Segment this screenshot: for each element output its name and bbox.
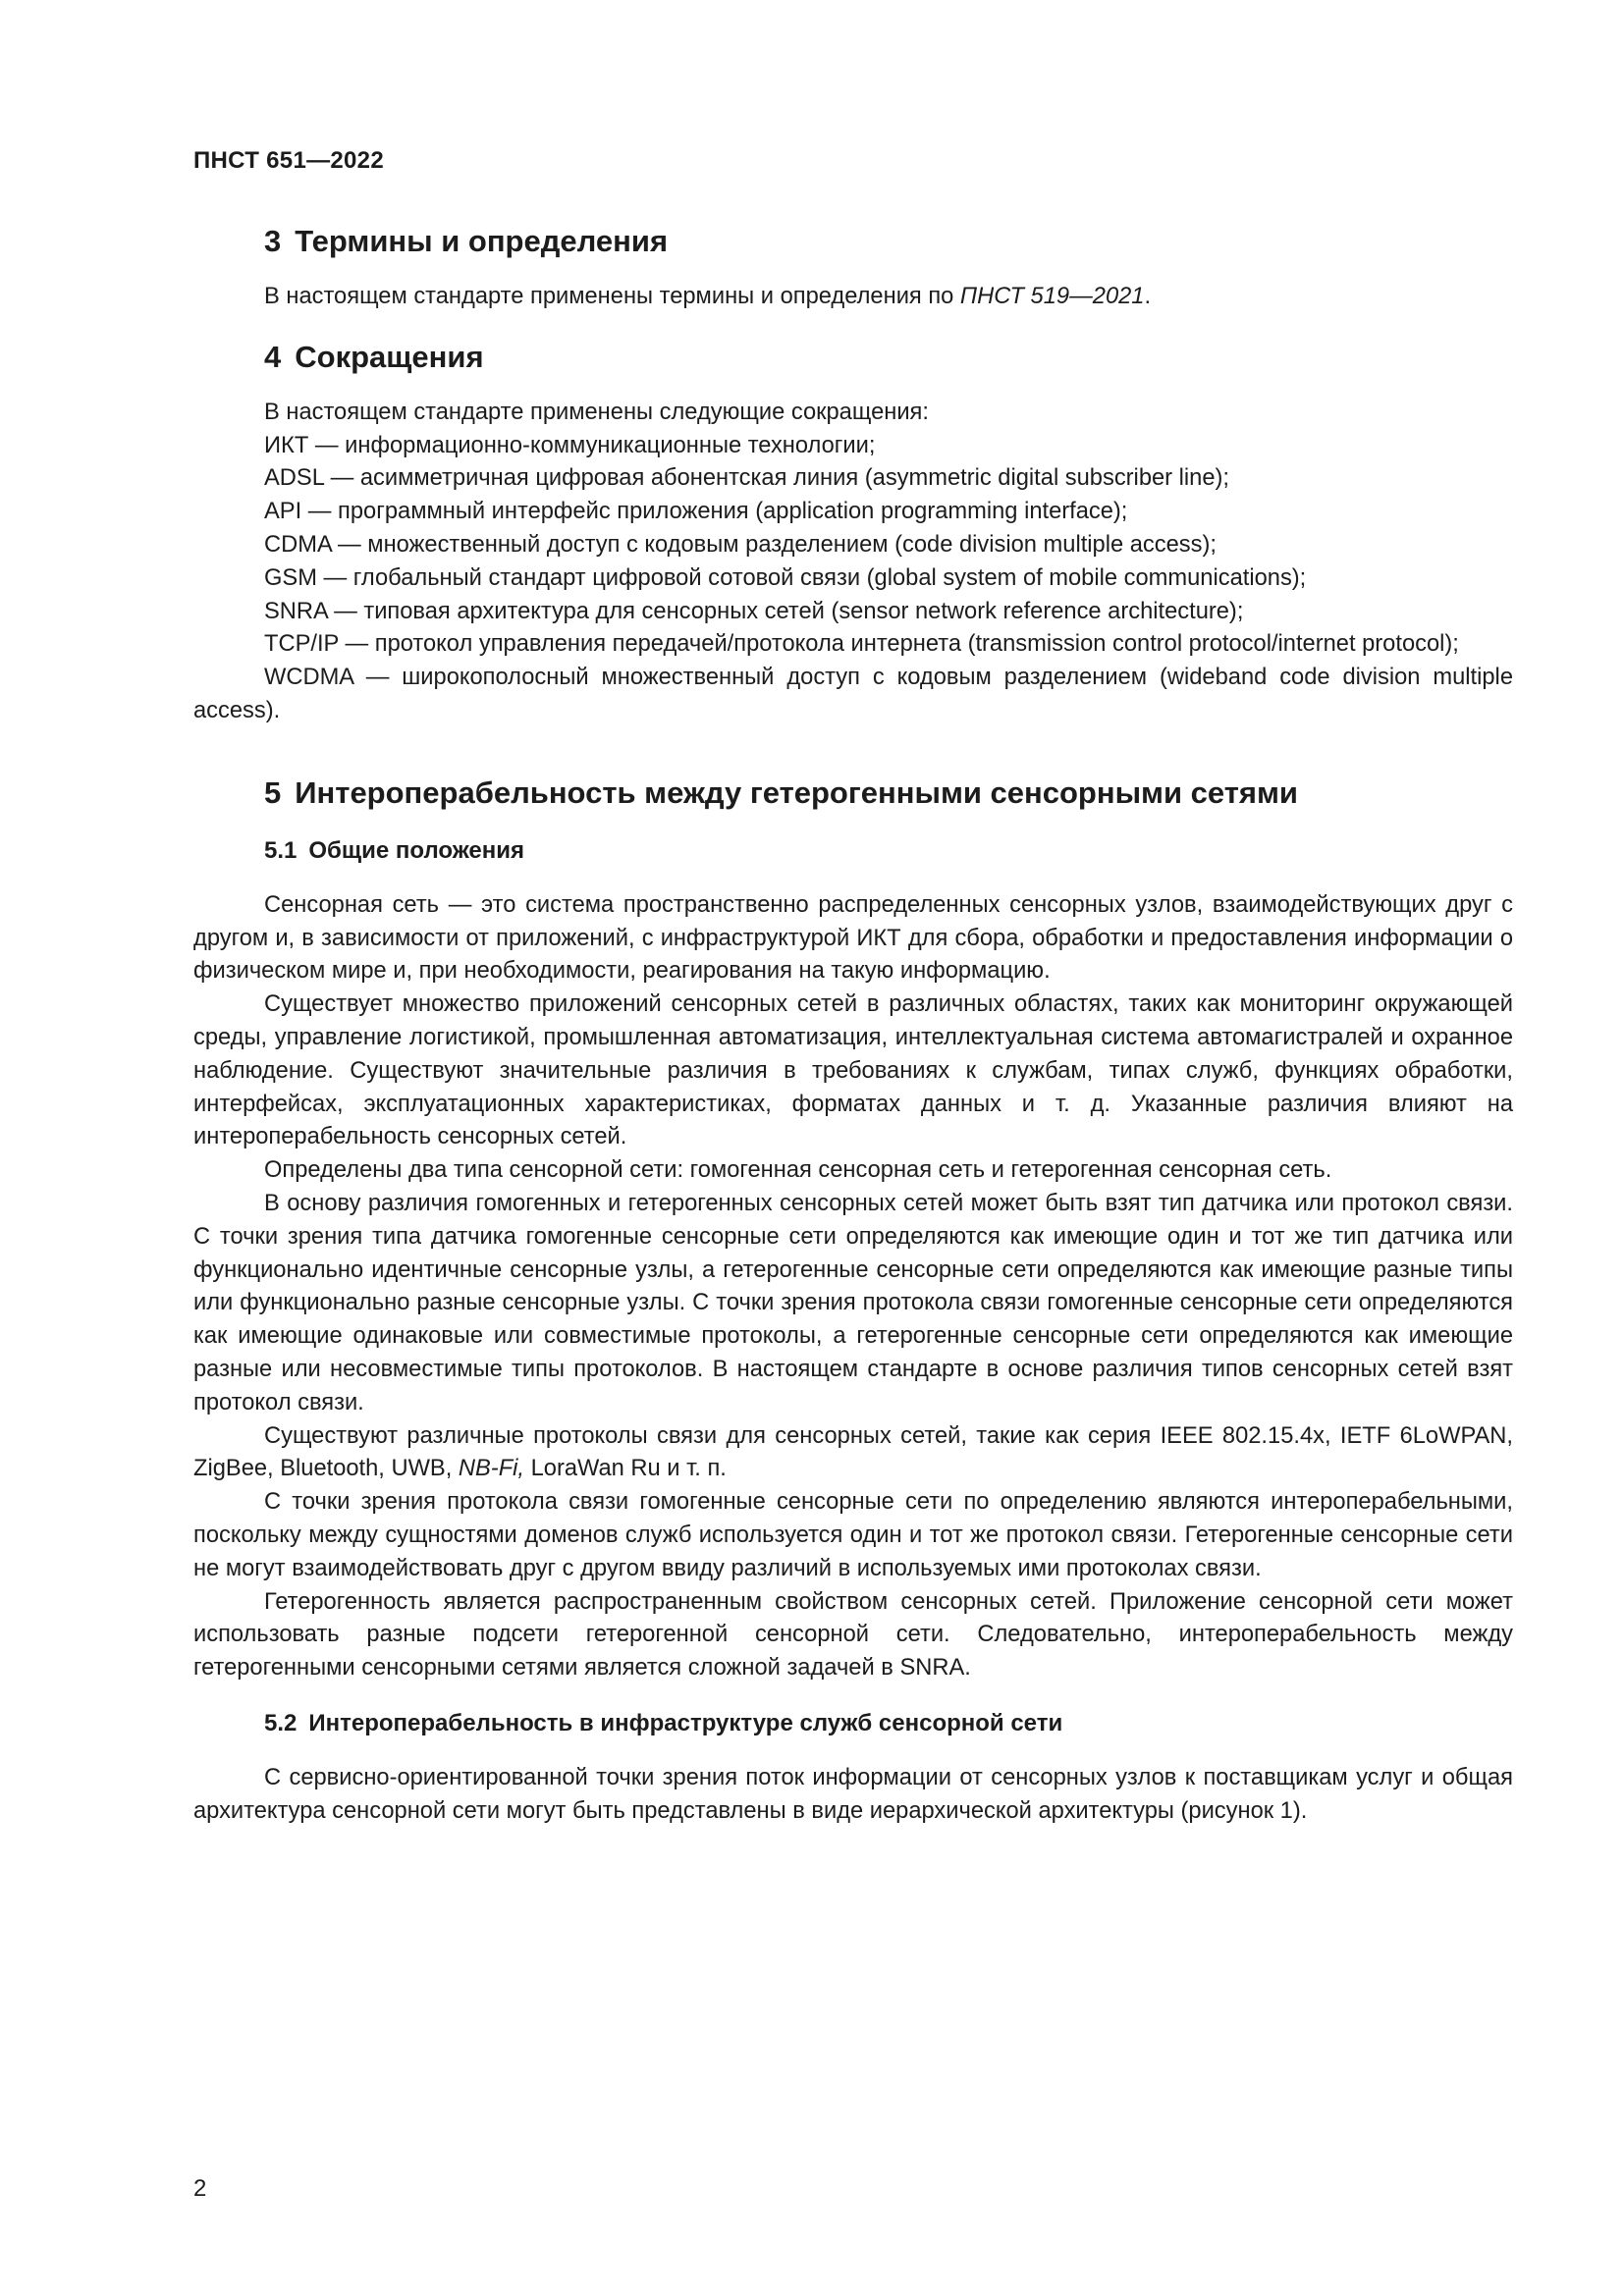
subsection-number: 5.1 xyxy=(264,836,298,864)
paragraph: В основу различия гомогенных и гетерогенных сенсорных сетей может быть взят тип датчика или протокол связи. С точки зрения типа датчика гомогенные сенсорные сети определяются как имеющие один и тот же тип датчика или функционально идентичные сенсорные узлы, а гетерогенные сенсорные сети определяются как имеющие разные типы или функционально разные сенсорные узлы. С точки зрения протокола связи гомогенные сенсорные сети определяются как имеющие одинаковые или совместимые протоколы, а гетерогенные сенсорные сети определяются как имеющие разные или несовместимые типы протоколов. В настоящем стандарте в основе различия типов сенсорных сетей взят протокол связи. xyxy=(193,1190,1513,1415)
section-title: Термины и определения xyxy=(295,224,669,258)
section-title: Интероперабельность между гетерогенными сенсорными сетями xyxy=(295,774,1298,810)
paragraph: С сервисно-ориентированной точки зрения поток информации от сенсорных узлов к поставщикам услуг и общая архитектура сенсорной сети могут быть представлены в виде иерархической архитектуры (рисунок 1). xyxy=(193,1764,1513,1824)
abbreviations-intro: В настоящем стандарте применены следующие сокращения: xyxy=(264,399,929,425)
paragraph xyxy=(193,1420,1513,1487)
text-fragment: Существуют различные протоколы связи для сенсорных сетей, такие как серия IEEE 802.15.4x, IETF 6LoWPAN, ZigBee, Bluetooth, UWB, xyxy=(193,1422,1513,1482)
abbreviation-item: API — программный интерфейс приложения (application programming interface); xyxy=(264,499,1128,525)
paragraph: Определены два типа сенсорной сети: гомогенная сенсорная сеть и гетерогенная сенсорная сеть. xyxy=(264,1157,1332,1184)
page-content xyxy=(193,222,1513,1828)
section-5-heading xyxy=(193,774,1513,813)
paragraph: Гетерогенность является распространенным свойством сенсорных сетей. Приложение сенсорной сети может использовать разные подсети гетерогенной сенсорной сети. Следовательно, интероперабельность между гетерогенными сенсорными сетями является сложной задачей в SNRA. xyxy=(193,1588,1513,1682)
abbreviation-item: ИКТ — информационно-коммуникационные технологии; xyxy=(264,432,876,458)
text-fragment: . xyxy=(1144,284,1152,309)
abbreviation-item: ADSL — асимметричная цифровая абонентская линия (asymmetric digital subscriber line); xyxy=(264,465,1229,492)
standard-reference: ПНСТ 519—2021 xyxy=(959,284,1145,309)
abbreviation-item: TCP/IP — протокол управления передачей/протокола интернета (transmission control protocol/internet protocol); xyxy=(264,631,1459,658)
text-fragment: LoraWan Ru и т. п. xyxy=(524,1456,727,1482)
text-fragment: В настоящем стандарте применены термины и определения по xyxy=(264,284,960,309)
paragraph: Существует множество приложений сенсорных сетей в различных областях, таких как мониторинг окружающей среды, управление логистикой, промышленная автоматизация, интеллектуальная система автомагистралей и охранное наблюдение. Существуют значительные различия в требованиях к службам, типах служб, функциях обработки, интерфейсах, эксплуатационных характеристиках, форматах данных и т. д. Указанные различия влияют на интероперабельность сенсорных сетей. xyxy=(193,991,1513,1150)
subsection-title: Общие положения xyxy=(308,836,525,864)
abbreviation-item: CDMA — множественный доступ с кодовым разделением (code division multiple access); xyxy=(264,531,1217,558)
section-number: 5 xyxy=(264,774,282,810)
section-4-heading xyxy=(193,338,1513,377)
section-3-text xyxy=(193,281,1513,314)
section-3-heading xyxy=(193,222,1513,261)
subsection-5-2-heading xyxy=(193,1707,1513,1740)
subsection-number: 5.2 xyxy=(264,1709,298,1736)
abbreviation-item: SNRA — типовая архитектура для сенсорных сетей (sensor network reference architecture); xyxy=(264,598,1244,624)
section-title: Сокращения xyxy=(295,339,484,374)
subsection-title: Интероперабельность в инфраструктуре служб сенсорной сети xyxy=(308,1709,1063,1736)
page-number: 2 xyxy=(193,2175,207,2202)
section-number: 4 xyxy=(264,339,282,374)
section-number: 3 xyxy=(264,224,282,258)
document-code: ПНСТ 651—2022 xyxy=(193,147,384,174)
abbreviation-item: GSM — глобальный стандарт цифровой сотовой связи (global system of mobile communications); xyxy=(264,564,1307,591)
text-fragment-italic: NB-Fi, xyxy=(458,1456,525,1482)
paragraph: Сенсорная сеть — это система пространственно распределенных сенсорных узлов, взаимодействующих друг с другом и, в зависимости от приложений, с инфраструктурой ИКТ для сбора, обработки и предоставления информации о физическом мире и, при необходимости, реагирования на такую информацию. xyxy=(193,891,1513,985)
abbreviation-item: WCDMA — широкополосный множественный доступ с кодовым разделением (wideband code division multiple access). xyxy=(193,665,1513,723)
paragraph: С точки зрения протокола связи гомогенные сенсорные сети по определению являются интероперабельными, поскольку между сущностями доменов служб используется один и тот же протокол связи. Гетерогенные сенсорные сети не могут взаимодействовать друг с другом ввиду различий в используемых ими протоколах связи. xyxy=(193,1489,1513,1581)
subsection-5-1-heading xyxy=(193,834,1513,868)
